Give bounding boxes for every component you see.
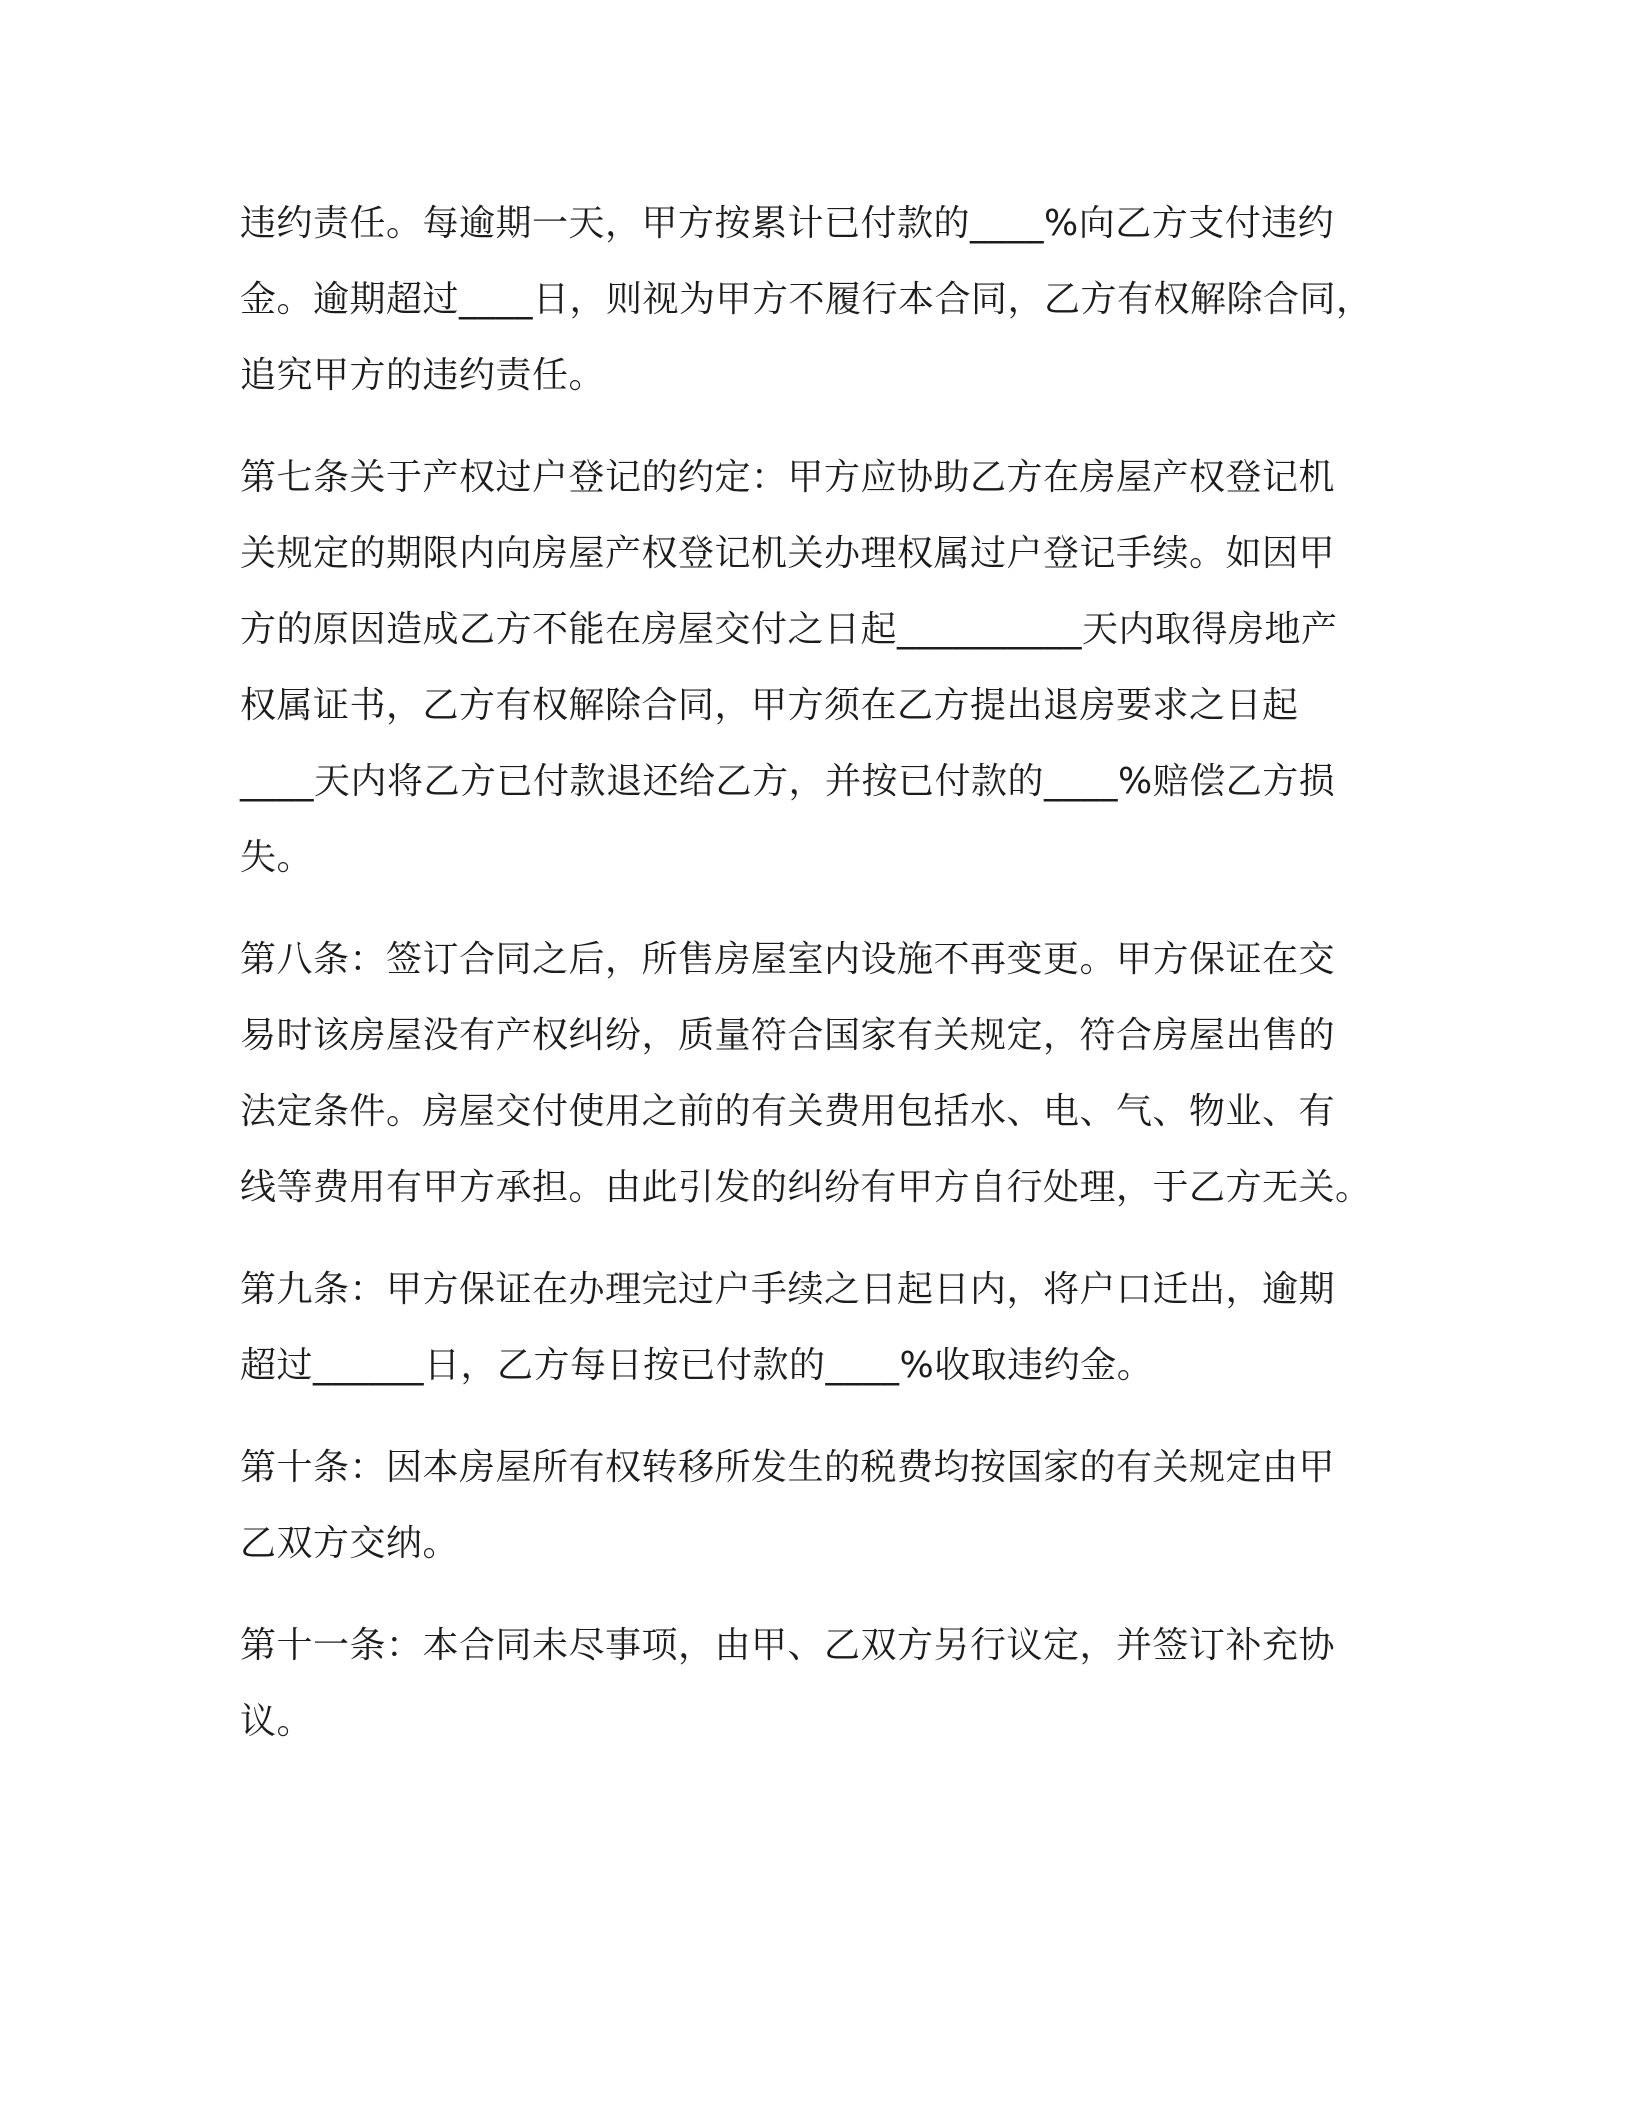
text-line: 方的原因造成乙方不能在房屋交付之日起__________天内取得房地产: [240, 609, 1338, 650]
text-line: 法定条件。房屋交付使用之前的有关费用包括水、电、气、物业、有: [240, 1091, 1336, 1132]
text-line: ____天内将乙方已付款退还给乙方，并按已付款的____%赔偿乙方损: [240, 761, 1336, 802]
contract-body: [240, 186, 1400, 1786]
paragraph-article-8: [240, 922, 1400, 1226]
text-line: 第九条：甲方保证在办理完过户手续之日起日内，将户口迁出，逾期: [240, 1269, 1336, 1310]
text-line: 第十一条：本合同未尽事项，由甲、乙双方另行议定，并签订补充协: [240, 1625, 1336, 1666]
text-line: 第七条关于产权过户登记的约定：甲方应协助乙方在房屋产权登记机: [240, 457, 1336, 498]
text-line: 权属证书，乙方有权解除合同，甲方须在乙方提出退房要求之日起: [240, 685, 1299, 726]
text-line: 失。: [240, 837, 314, 878]
text-line: 议。: [240, 1701, 314, 1742]
text-line: 线等费用有甲方承担。由此引发的纠纷有甲方自行处理，于乙方无关。: [240, 1167, 1372, 1208]
text-line: 金。逾期超过____日，则视为甲方不履行本合同，乙方有权解除合同，: [240, 279, 1373, 320]
text-line: 违约责任。每逾期一天，甲方按累计已付款的____%向乙方支付违约: [240, 203, 1335, 244]
paragraph-article-9: [240, 1252, 1400, 1404]
paragraph-article-7: [240, 440, 1400, 896]
paragraph-article-10: [240, 1430, 1400, 1582]
text-line: 第十条：因本房屋所有权转移所发生的税费均按国家的有关规定由甲: [240, 1447, 1336, 1488]
text-line: 第八条：签订合同之后，所售房屋室内设施不再变更。甲方保证在交: [240, 939, 1336, 980]
text-line: 乙双方交纳。: [240, 1523, 460, 1564]
paragraph-breach-liability: [240, 186, 1400, 414]
text-line: 易时该房屋没有产权纠纷，质量符合国家有关规定，符合房屋出售的: [240, 1015, 1336, 1056]
paragraph-article-11: [240, 1608, 1400, 1760]
text-line: 超过______日，乙方每日按已付款的____%收取违约金。: [240, 1345, 1154, 1386]
text-line: 追究甲方的违约责任。: [240, 355, 606, 396]
text-line: 关规定的期限内向房屋产权登记机关办理权属过户登记手续。如因甲: [240, 533, 1336, 574]
